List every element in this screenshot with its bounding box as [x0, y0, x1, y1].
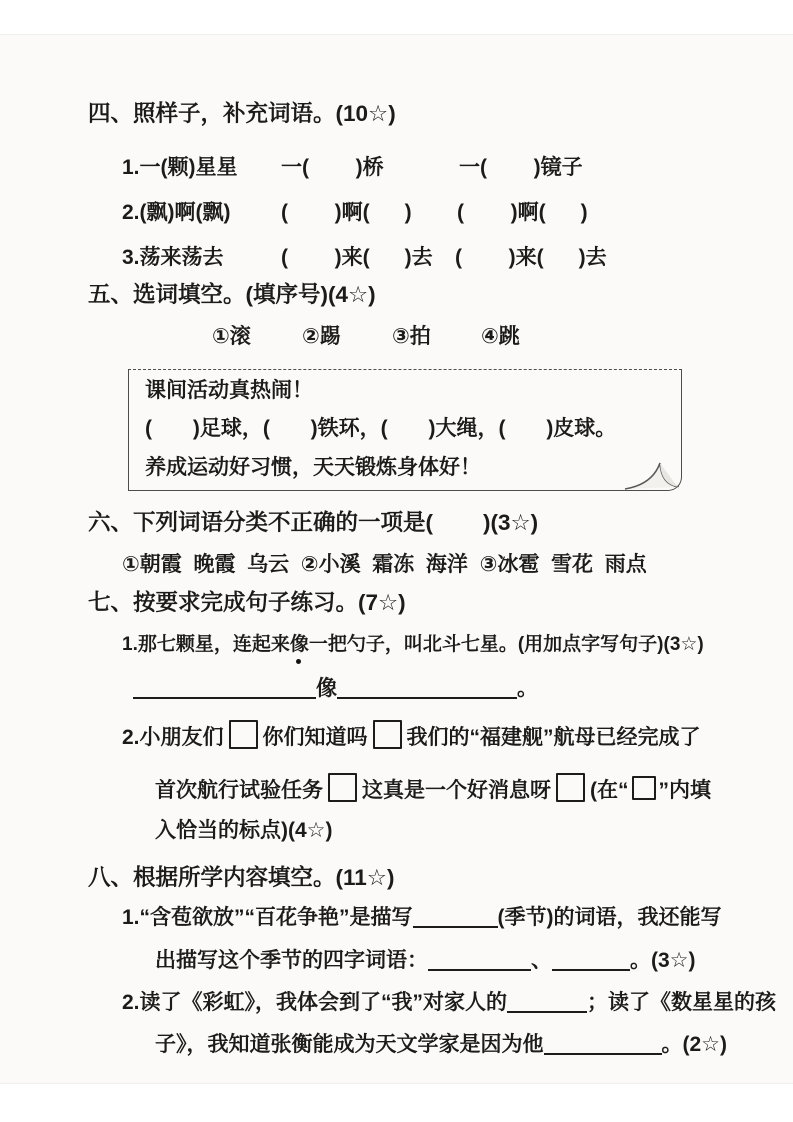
- fill-blank: [544, 1034, 662, 1055]
- fill-blank: [413, 907, 498, 928]
- q8-item2-text: 。(2☆): [661, 1033, 727, 1056]
- fill-blank: [507, 992, 587, 1013]
- fill-blank: [552, 950, 630, 971]
- q8-item2-line1: [122, 990, 776, 1016]
- q7-item2-text: (在“: [590, 779, 629, 802]
- fill-blank: [428, 950, 531, 971]
- punctuation-box: [229, 720, 258, 749]
- answer-blank: [337, 678, 517, 699]
- q5-option-1: ①滚: [212, 325, 251, 348]
- emphasis-dot: [296, 659, 301, 664]
- q8-item2-line2: [155, 1032, 727, 1058]
- q4-row2-example: 2.(飘)啊(飘): [122, 201, 231, 224]
- q4-row1-fill-b: 一( )镜子: [459, 156, 583, 179]
- page-curl-decoration: [623, 460, 683, 492]
- q7-item2-text: 这真是一个好消息呀: [362, 779, 551, 802]
- answer-connector: 像: [316, 677, 337, 700]
- section5-title: 五、选词填空。(填序号)(4☆): [88, 282, 376, 307]
- note-line-2: ( )足球，( )铁环，( )大绳，( )皮球。: [145, 417, 617, 440]
- q7-item2-text: 首次航行试验任务: [155, 779, 323, 802]
- section8-title: 八、根据所学内容填空。(11☆): [88, 865, 395, 890]
- q8-item1-line1: [122, 905, 722, 931]
- q8-item1-text: 1.“含苞欲放”“百花争艳”是描写: [122, 906, 413, 929]
- q8-item2-text: 2.读了《彩虹》，我体会到了“我”对家人的: [122, 991, 508, 1014]
- q4-row3-fill-a: ( )来( )去: [281, 246, 433, 269]
- section6-title: 六、下列词语分类不正确的一项是( )(3☆): [88, 510, 539, 535]
- answer-end: 。: [517, 677, 538, 700]
- q7-item1-answer-line: [133, 676, 538, 702]
- note-line-1: 课间活动真热闹！: [145, 379, 313, 402]
- q8-item2-text: ；读了《数星星的孩: [587, 991, 777, 1014]
- q6-options: ①朝霞 晚霞 乌云 ②小溪 霜冻 海洋 ③冰雹 雪花 雨点: [122, 553, 647, 576]
- q7-item2-text: 你们知道吗: [262, 726, 368, 749]
- q7-item2-line3: 入恰当的标点)(4☆): [155, 819, 333, 842]
- activity-note-box: [128, 369, 682, 491]
- note-line-3: 养成运动好习惯，天天锻炼身体好！: [145, 456, 481, 479]
- q8-item1-line2: [155, 948, 696, 974]
- q7-item2-line2: [155, 773, 711, 804]
- q4-row3-fill-b: ( )来( )去: [455, 246, 607, 269]
- q4-row1-example: 1.一(颗)星星: [122, 156, 238, 179]
- q5-option-2: ②踢: [302, 325, 341, 348]
- answer-blank: [133, 678, 316, 699]
- q4-row2-fill-a: ( )啊( ): [281, 201, 412, 224]
- punctuation-box: [328, 773, 357, 802]
- q5-option-3: ③拍: [392, 325, 431, 348]
- q8-item1-text: 。(3☆): [630, 949, 696, 972]
- q8-item1-text: (季节)的词语，我还能写: [497, 906, 722, 929]
- q7-item2-line1: [122, 720, 701, 751]
- q5-option-4: ④跳: [481, 325, 520, 348]
- q8-item1-text: 、: [531, 949, 552, 972]
- q4-row1-fill-a: 一( )桥: [281, 156, 384, 179]
- punctuation-box-small: [632, 776, 656, 800]
- q4-row3-example: 3.荡来荡去: [122, 246, 224, 269]
- section4-title: 四、照样子，补充词语。(10☆): [88, 101, 396, 126]
- q7-item2-text: 我们的“福建舰”航母已经完成了: [406, 726, 701, 749]
- section7-title: 七、按要求完成句子练习。(7☆): [88, 590, 406, 615]
- q4-row2-fill-b: ( )啊( ): [457, 201, 588, 224]
- punctuation-box: [556, 773, 585, 802]
- q8-item2-text: 子》，我知道张衡能成为天文学家是因为他: [155, 1033, 544, 1056]
- q7-item1-prompt: 1.那七颗星，连起来像一把勺子，叫北斗七星。(用加点字写句子)(3☆): [122, 634, 704, 655]
- q7-item2-text: ”内填: [658, 779, 711, 802]
- q8-item1-text: 出描写这个季节的四字词语：: [155, 949, 428, 972]
- q7-item2-text: 2.小朋友们: [122, 726, 224, 749]
- punctuation-box: [373, 720, 402, 749]
